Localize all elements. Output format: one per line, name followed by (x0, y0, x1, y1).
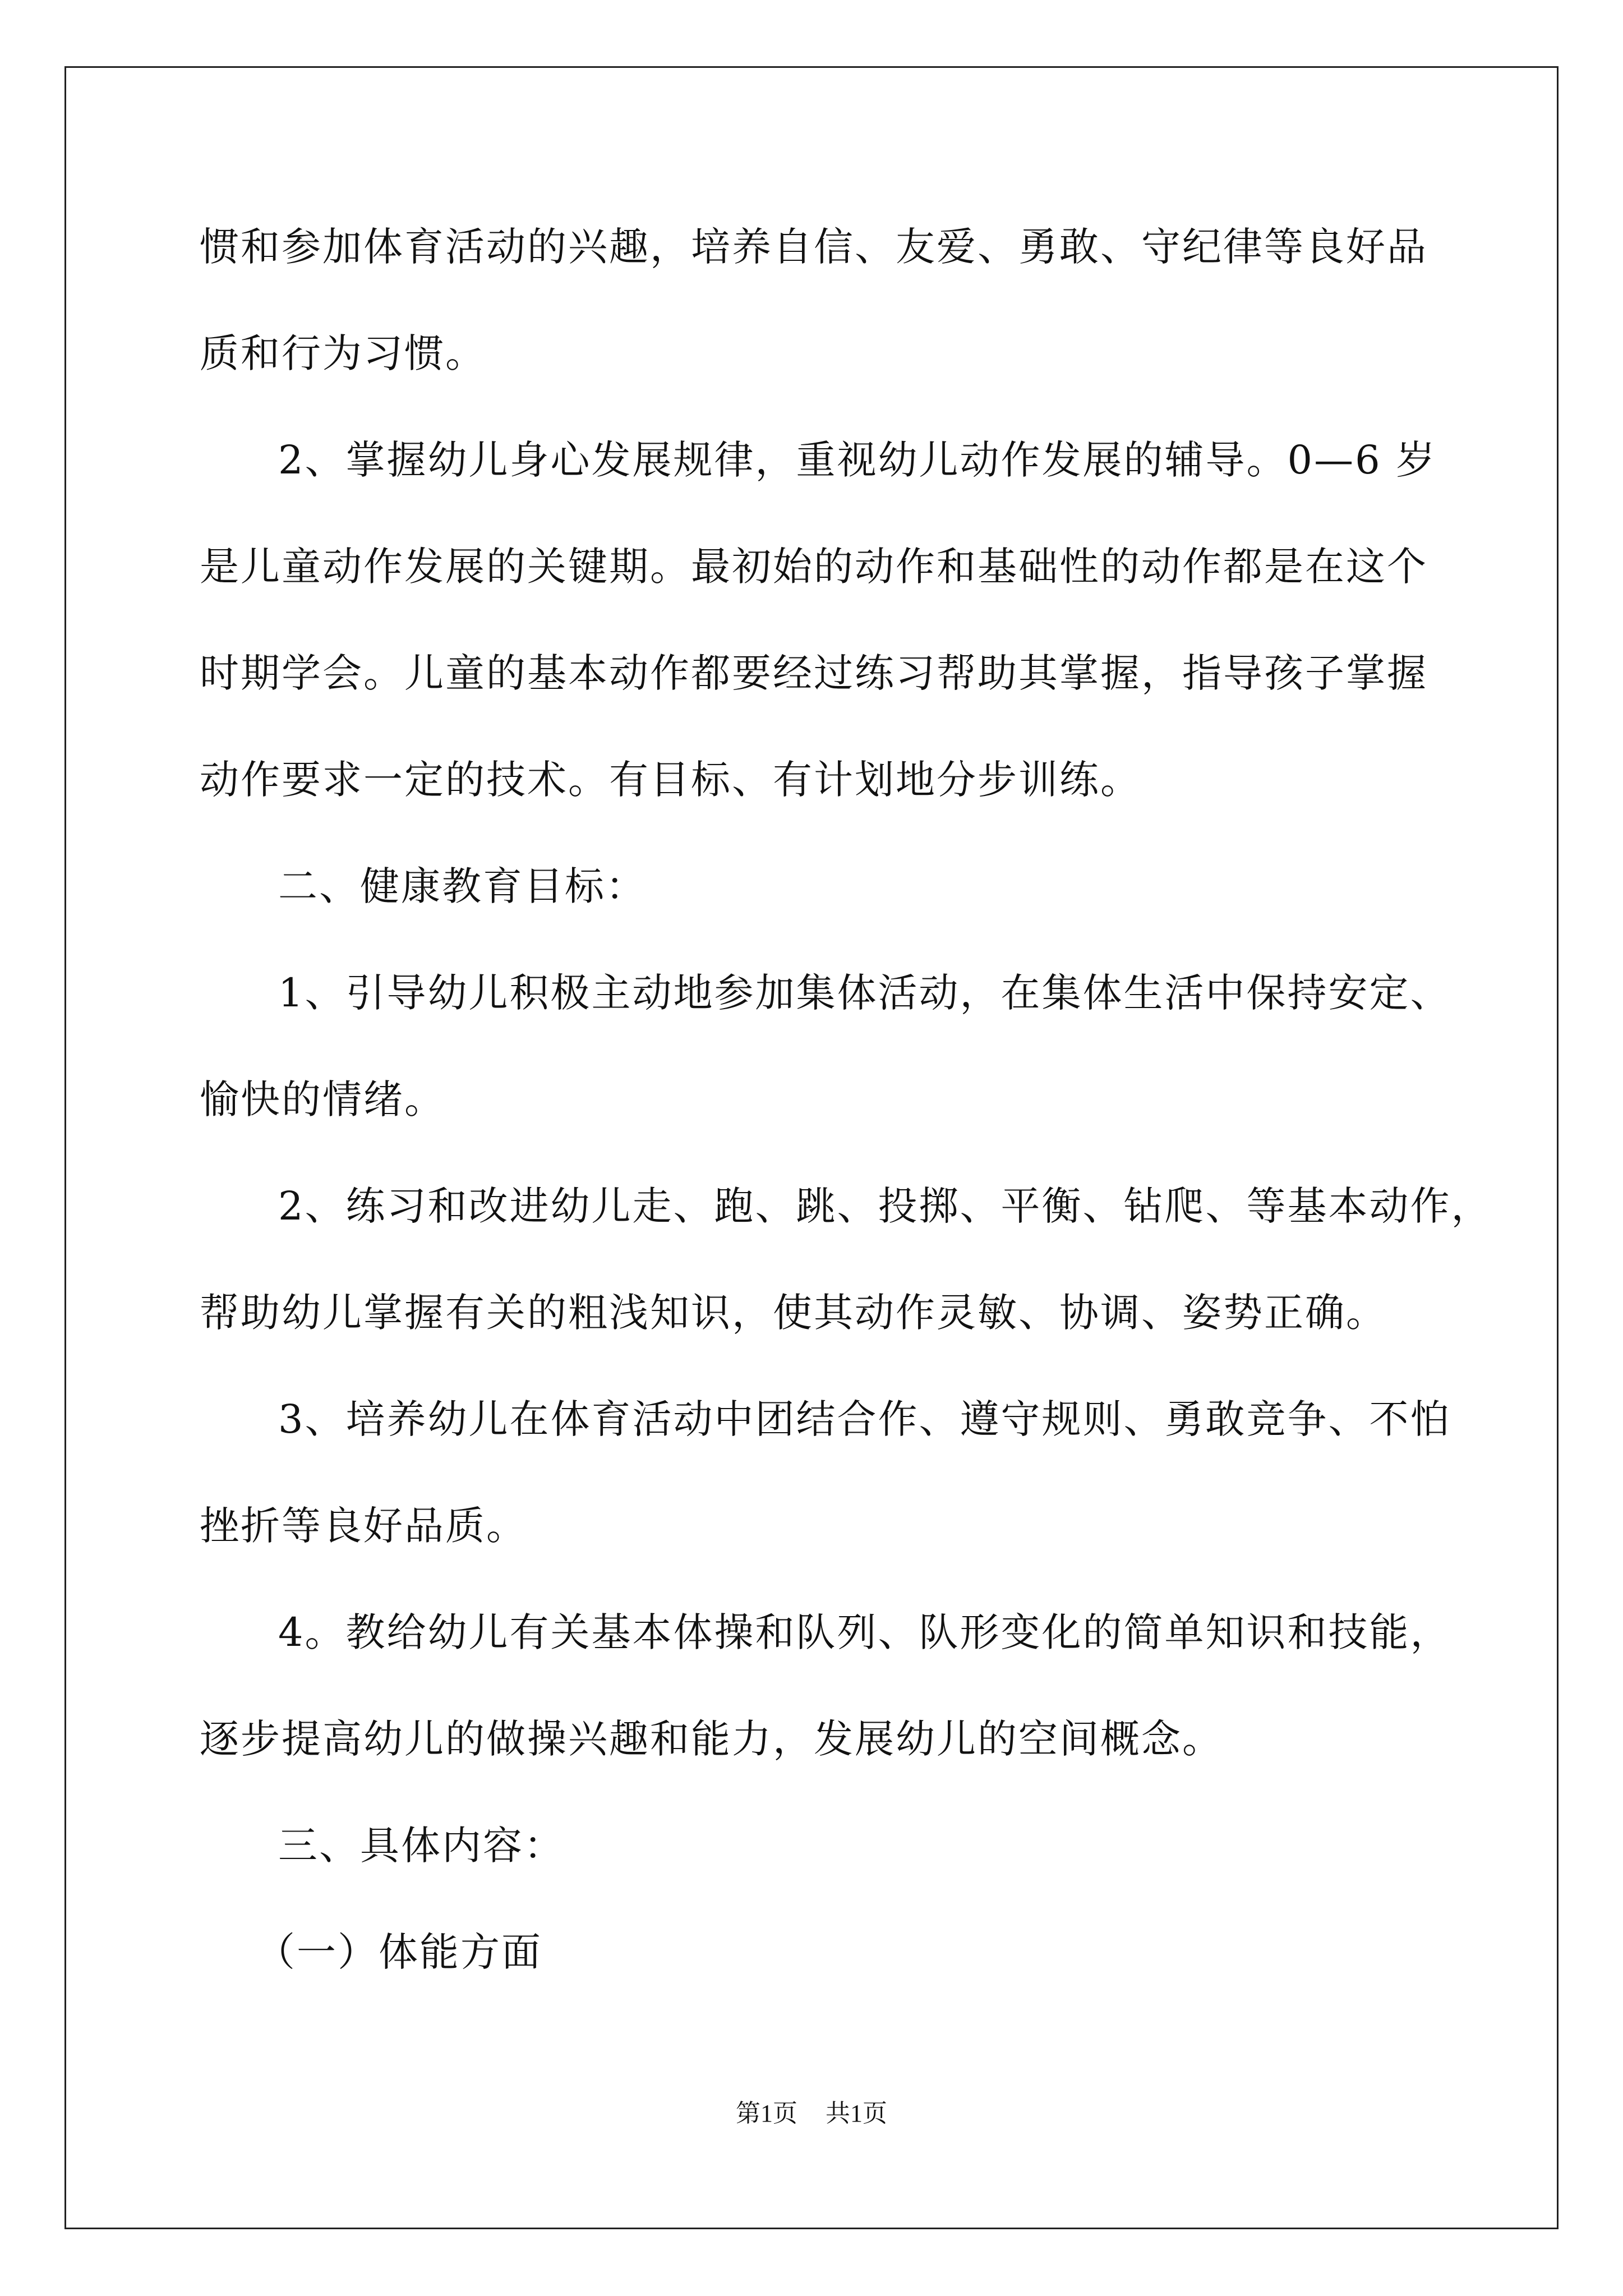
text-line-4: 是儿童动作发展的关键期。最初始的动作和基础性的动作都是在这个 (200, 544, 1428, 590)
text-line-5: 时期学会。儿童的基本动作都要经过练习帮助其掌握，指导孩子掌握 (200, 650, 1428, 696)
text-line-15: 逐步提高幼儿的做操兴趣和能力，发展幼儿的空间概念。 (200, 1716, 1223, 1762)
text-line-10: 2、练习和改进幼儿走、跑、跳、投掷、平衡、钻爬、等基本动作， (278, 1183, 1492, 1229)
subsection-heading-physical: （一）体能方面 (256, 1929, 542, 1975)
text-line-3: 2、掌握幼儿身心发展规律，重视幼儿动作发展的辅导。0—6 岁 (278, 437, 1437, 483)
text-line-8: 1、引导幼儿积极主动地参加集体活动，在集体生活中保持安定、 (278, 970, 1451, 1016)
page-number-current: 第1页 (736, 2100, 797, 2127)
text-line-11: 帮助幼儿掌握有关的粗浅知识，使其动作灵敏、协调、姿势正确。 (200, 1290, 1387, 1336)
text-line-12: 3、培养幼儿在体育活动中团结合作、遵守规则、勇敢竞争、不怕 (278, 1396, 1451, 1442)
text-line-6: 动作要求一定的技术。有目标、有计划地分步训练。 (200, 757, 1141, 803)
text-line-13: 挫折等良好品质。 (200, 1503, 527, 1549)
text-line-14: 4。教给幼儿有关基本体操和队列、队形变化的简单知识和技能， (278, 1609, 1451, 1655)
text-line-1: 惯和参加体育活动的兴趣，培养自信、友爱、勇敢、守纪律等良好品 (200, 224, 1428, 270)
page-footer (0, 2097, 1623, 2131)
page-number-total: 共1页 (826, 2100, 887, 2127)
text-line-9: 愉快的情绪。 (200, 1076, 445, 1122)
section-heading-goals: 二、健康教育目标： (278, 863, 647, 909)
section-heading-content: 三、具体内容： (278, 1823, 565, 1869)
document-body (200, 213, 1492, 2025)
text-line-2: 质和行为习惯。 (200, 330, 486, 376)
